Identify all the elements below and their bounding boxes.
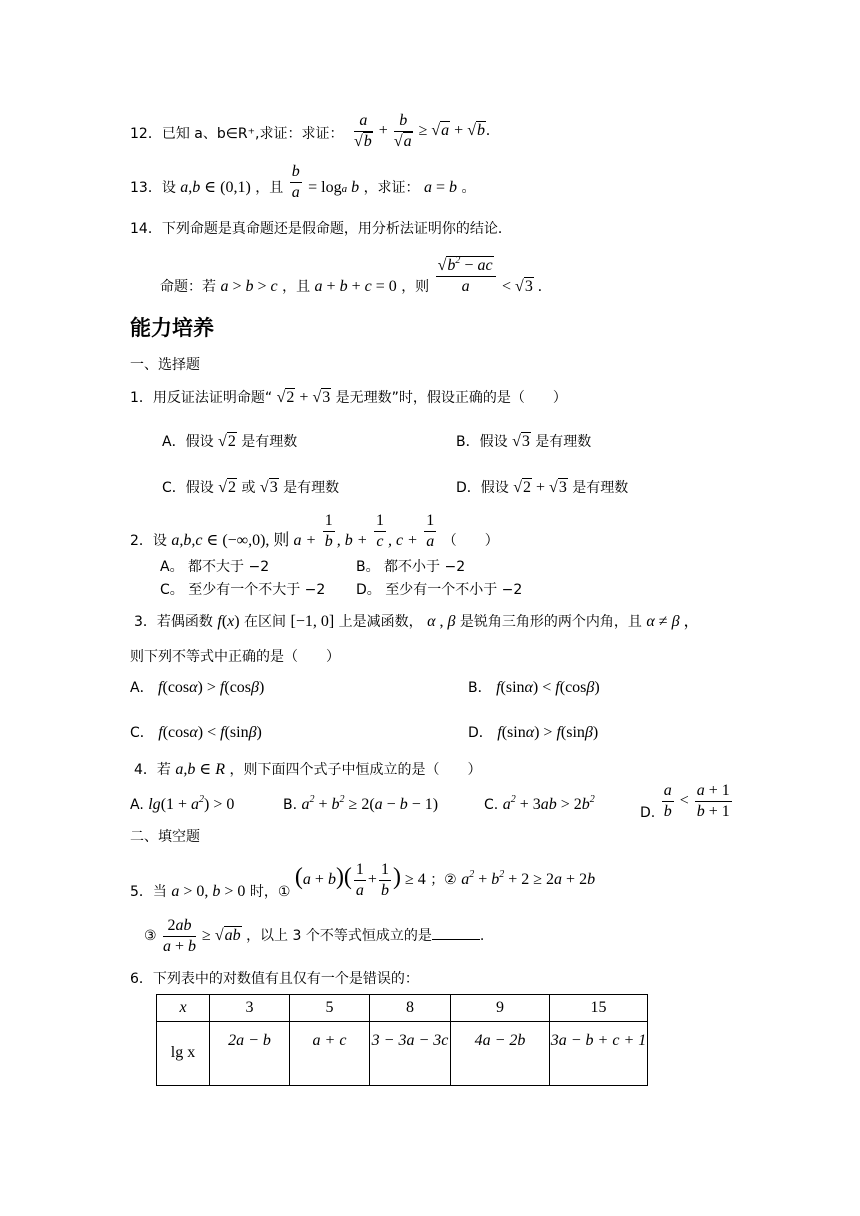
- table-header-cell: 8: [370, 995, 451, 1022]
- table-cell: a + c: [290, 1022, 370, 1086]
- p2-option-a[interactable]: A。 都不大于 −2: [160, 559, 270, 575]
- p3-option-a[interactable]: A． f(cosα) > f(cosβ): [130, 679, 265, 696]
- p2-stem: 2．设 a,b,c ∈ (−∞,0), 则 a + $\frac{1}{b}$ , b + $\frac{1}{c}$ , c + $\frac{1}{a}$ （ ）: [130, 512, 499, 550]
- p3-option-b[interactable]: B． f(sinα) < f(cosβ): [468, 679, 600, 696]
- p3-stem: 3．若偶函数 f(x) 在区间 [−1, 0] 上是减函数， α , β 是锐角三角形的两个内角，且 α ≠ β ，: [134, 613, 700, 630]
- q14-prop-prefix: 命题：若: [160, 279, 216, 296]
- q14-prop-mid: ，且: [282, 279, 311, 296]
- p3-line2: 则下列不等式中正确的是（ ）: [130, 649, 340, 665]
- table-header-cell: 5: [290, 995, 370, 1022]
- p4-option-c[interactable]: C. $a^2 + 3ab > 2b^2$: [484, 794, 595, 813]
- p3-option-c[interactable]: C． f(cosα) < f(sinβ): [130, 724, 262, 741]
- q13-mid: ，且: [255, 180, 284, 197]
- table-cell: 3 − 3a − 3c: [370, 1022, 451, 1086]
- p6-stem: 6．下列表中的对数值有且仅有一个是错误的：: [130, 971, 419, 987]
- p1-option-d[interactable]: D．假设 √2 + √3 是有理数: [456, 479, 629, 496]
- p5-line1: 5．当 a > 0, b > 0 时，① (a + b)( $\frac{1}{a}$ + $\frac{1}{b}$ ) ≥ 4 ；② $a^2 + b^2 + 2 \ge 2a + 2b$: [130, 861, 596, 901]
- table-row: [157, 1022, 648, 1086]
- p1-option-b[interactable]: B．假设 √3 是有理数: [456, 433, 592, 450]
- p1-stem: 1．用反证法证明命题“ √2 + √3 是无理数”时，假设正确的是（ ）: [130, 389, 567, 406]
- section-part2: 二、填空题: [130, 829, 200, 845]
- table-cell: 4a − 2b: [451, 1022, 550, 1086]
- p5-answer-blank[interactable]: [432, 927, 480, 940]
- p1-option-c[interactable]: C．假设 √2 或 √3 是有理数: [162, 479, 340, 496]
- table-cell: 3a − b + c + 1: [550, 1022, 648, 1086]
- p2-option-c[interactable]: C。 至少有一个不大于 −2: [160, 582, 326, 598]
- p4-option-b[interactable]: B. $a^2 + b^2 \ge 2(a - b - 1)$: [283, 794, 439, 813]
- q13-end: ，求证：: [363, 180, 420, 197]
- q14-prop-then: ，则: [401, 279, 430, 296]
- p5-line2: ③ $\frac{2ab}{a + b}$ ≥ √ab ，以上 3 个不等式恒成立的是 .: [144, 917, 485, 955]
- table-header-cell: x: [157, 995, 210, 1022]
- table-row-label: lg x: [157, 1022, 210, 1086]
- p2-paren: （ ）: [442, 533, 499, 550]
- q13-last: 。: [461, 180, 476, 197]
- p1-option-a[interactable]: A．假设 √2 是有理数: [162, 433, 298, 450]
- p2-stem-label: 2．设: [130, 533, 167, 550]
- q14-proposition: 命题：若 a > b > c ，且 a + b + c = 0 ，则 $\frac{√b^2 - ac}{a}$ < √3 .: [160, 255, 542, 296]
- table-header-cell: 9: [451, 995, 550, 1022]
- p4-option-d[interactable]: D. $\frac{a}{b}$ < $\frac{a + 1}{b + 1}$: [640, 782, 730, 822]
- p4-option-a[interactable]: A. $\lg(1 + a^2) > 0$: [130, 794, 235, 813]
- q14-line1: 14．下列命题是真命题还是假命题，用分析法证明你的结论．: [130, 221, 512, 237]
- p6-log-table: [156, 994, 648, 1086]
- table-header-cell: 3: [210, 995, 290, 1022]
- section-part1: 一、选择题: [130, 357, 200, 373]
- p1-stem-b: 是无理数”时，假设正确的是（ ）: [335, 390, 567, 406]
- p3-option-d[interactable]: D． f(sinα) > f(sinβ): [468, 724, 599, 741]
- section-title: 能力培养: [130, 316, 214, 340]
- q12-text: 12．已知 a、b∈R⁺,求证：求证：: [130, 126, 344, 142]
- table-cell: 2a − b: [210, 1022, 290, 1086]
- q12-formula: $\frac{a}{√b}$ + $\frac{b}{√a}$ ≥ √a + √b.: [354, 112, 490, 150]
- table-header-cell: 15: [550, 995, 648, 1022]
- p4-stem: 4．若 a,b ∈ R ，则下面四个式子中恒成立的是（ ）: [134, 761, 482, 778]
- p1-stem-a: 1．用反证法证明命题“: [130, 390, 273, 406]
- q13-line: 13．设 a,b ∈ (0,1) ，且 $\frac{b}{a}$ = loga b ，求证： a = b 。: [130, 163, 476, 201]
- p2-option-b[interactable]: B。 都不小于 −2: [356, 559, 466, 575]
- table-row: [157, 995, 648, 1022]
- q13-prefix: 13．设: [130, 180, 176, 197]
- p2-option-d[interactable]: D。 至少有一个不小于 −2: [356, 582, 523, 598]
